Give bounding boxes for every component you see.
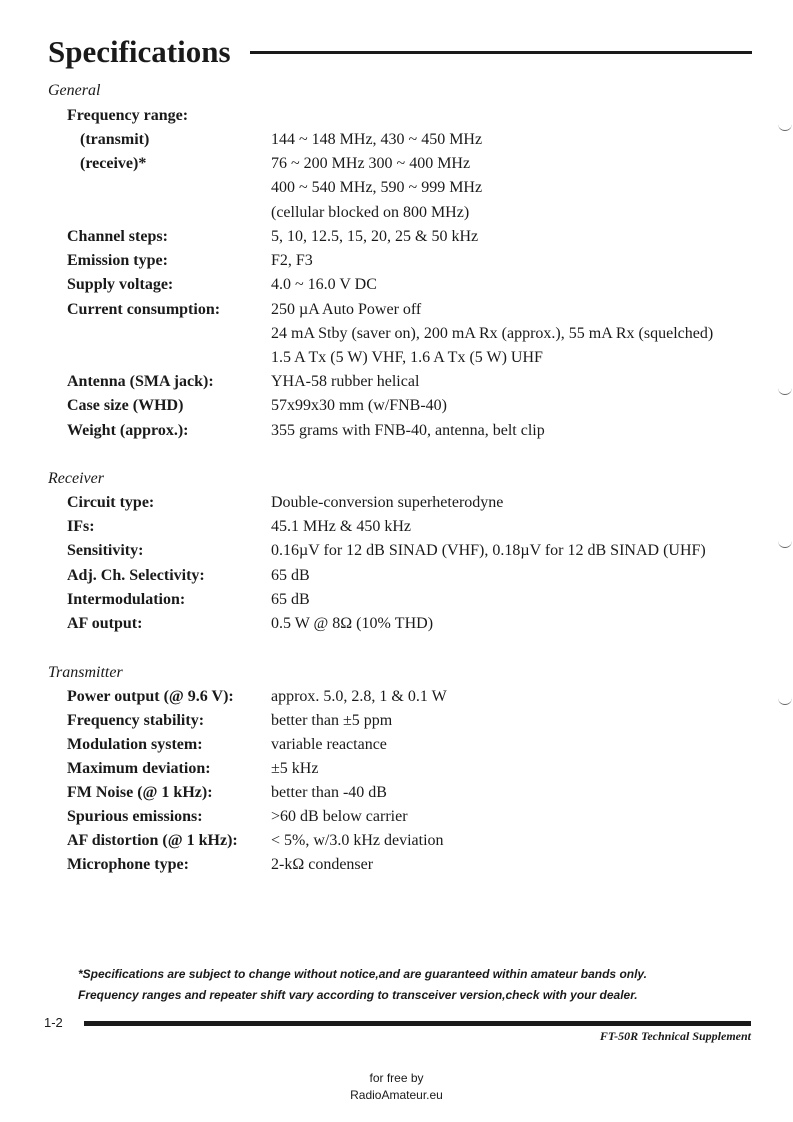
spec-value: variable reactance [271, 736, 387, 753]
spec-value: 4.0 ~ 16.0 V DC [271, 276, 377, 293]
spec-label: Intermodulation: [67, 591, 186, 608]
spec-row-current-cont-2 [0, 348, 793, 372]
spec-value: 24 mA Stby (saver on), 200 mA Rx (approx.), 55 mA Rx (squelched) [271, 325, 714, 342]
spec-row-af-distortion [0, 831, 793, 855]
spec-row-frequency-range [0, 106, 793, 130]
spec-row-power-output [0, 687, 793, 711]
spec-label: AF output: [67, 615, 143, 632]
spec-label: Adj. Ch. Selectivity: [67, 567, 205, 584]
spec-row-receive-cont-2 [0, 203, 793, 227]
spec-value: approx. 5.0, 2.8, 1 & 0.1 W [271, 688, 447, 705]
spec-value: YHA-58 rubber helical [271, 373, 420, 390]
spec-row-spurious [0, 807, 793, 831]
spec-value: (cellular blocked on 800 MHz) [271, 204, 470, 221]
spec-row-current-consumption [0, 300, 793, 324]
spec-value: better than -40 dB [271, 784, 387, 801]
spec-label: Case size (WHD) [67, 397, 184, 414]
spec-value: >60 dB below carrier [271, 808, 408, 825]
spec-value: ±5 kHz [271, 760, 319, 777]
spec-value: 5, 10, 12.5, 15, 20, 25 & 50 kHz [271, 228, 479, 245]
spec-label: Frequency range: [67, 107, 189, 124]
page-number: 1-2 [44, 1015, 63, 1030]
spec-label: AF distortion (@ 1 kHz): [67, 832, 238, 849]
spec-row-max-deviation [0, 759, 793, 783]
spec-row-sensitivity [0, 541, 793, 565]
section-general-heading: General [48, 82, 101, 99]
spec-label: Power output (@ 9.6 V): [67, 688, 234, 705]
title-rule [250, 51, 752, 54]
spec-row-intermodulation [0, 590, 793, 614]
spec-row-channel-steps [0, 227, 793, 251]
spec-value: 2-kΩ condenser [271, 856, 374, 873]
spec-value: better than ±5 ppm [271, 712, 393, 729]
footer-rule [84, 1021, 751, 1026]
spec-row-circuit-type [0, 493, 793, 517]
spec-row-antenna [0, 372, 793, 396]
spec-label: (receive)* [80, 155, 147, 172]
spec-value: 65 dB [271, 591, 310, 608]
spec-row-microphone [0, 855, 793, 879]
spec-value: Double-conversion superheterodyne [271, 494, 504, 511]
spec-row-receive [0, 154, 793, 178]
spec-value: 76 ~ 200 MHz 300 ~ 400 MHz [271, 155, 471, 172]
spec-label: Supply voltage: [67, 276, 174, 293]
spec-row-emission-type [0, 251, 793, 275]
spec-label: Frequency stability: [67, 712, 205, 729]
source-credit-site: RadioAmateur.eu [350, 1088, 443, 1102]
spec-value: 57x99x30 mm (w/FNB-40) [271, 397, 447, 414]
spec-label: (transmit) [80, 131, 150, 148]
spec-value: 400 ~ 540 MHz, 590 ~ 999 MHz [271, 179, 483, 196]
source-credit-line: for free by [369, 1071, 424, 1085]
spec-value: F2, F3 [271, 252, 313, 269]
spec-value: 65 dB [271, 567, 310, 584]
spec-row-adj-selectivity [0, 566, 793, 590]
spec-value: 1.5 A Tx (5 W) VHF, 1.6 A Tx (5 W) UHF [271, 349, 543, 366]
spec-value: 144 ~ 148 MHz, 430 ~ 450 MHz [271, 131, 483, 148]
spec-value: 355 grams with FNB-40, antenna, belt clip [271, 422, 545, 439]
spec-row-weight [0, 421, 793, 445]
page-title: Specifications [48, 34, 231, 69]
spec-label: Spurious emissions: [67, 808, 203, 825]
spec-row-supply-voltage [0, 275, 793, 299]
spec-row-af-output [0, 614, 793, 638]
spec-label: Antenna (SMA jack): [67, 373, 214, 390]
spec-row-modulation [0, 735, 793, 759]
footnote-line-1: *Specifications are subject to change without notice,and are guaranteed within amateur bands only. [78, 967, 647, 981]
spec-label: Current consumption: [67, 301, 221, 318]
spec-value: 45.1 MHz & 450 kHz [271, 518, 411, 535]
spec-label: FM Noise (@ 1 kHz): [67, 784, 213, 801]
spec-row-fm-noise [0, 783, 793, 807]
spec-row-frequency-stability [0, 711, 793, 735]
spec-label: Sensitivity: [67, 542, 144, 559]
spec-value: 0.5 W @ 8Ω (10% THD) [271, 615, 434, 632]
spec-row-case-size [0, 396, 793, 420]
spec-value: 250 µA Auto Power off [271, 301, 422, 318]
spec-value: 0.16µV for 12 dB SINAD (VHF), 0.18µV for 12 dB SINAD (UHF) [271, 542, 706, 559]
spec-label: Channel steps: [67, 228, 168, 245]
spec-label: Microphone type: [67, 856, 189, 873]
spec-value: < 5%, w/3.0 kHz deviation [271, 832, 444, 849]
section-receiver-heading: Receiver [48, 470, 104, 487]
spec-label: Emission type: [67, 252, 168, 269]
footnote [78, 964, 647, 1006]
footnote-line-2: Frequency ranges and repeater shift vary according to transceiver version,check with your dealer. [78, 988, 638, 1002]
spec-label: Circuit type: [67, 494, 155, 511]
document-footer-title: FT-50R Technical Supplement [599, 1029, 751, 1043]
spec-row-transmit [0, 130, 793, 154]
spec-label: Modulation system: [67, 736, 203, 753]
spec-label: Maximum deviation: [67, 760, 211, 777]
spec-label: IFs: [67, 518, 95, 535]
section-transmitter-heading: Transmitter [48, 664, 123, 681]
spec-row-current-cont-1 [0, 324, 793, 348]
spec-row-receive-cont-1 [0, 178, 793, 202]
spec-label: Weight (approx.): [67, 422, 189, 439]
spec-row-ifs [0, 517, 793, 541]
